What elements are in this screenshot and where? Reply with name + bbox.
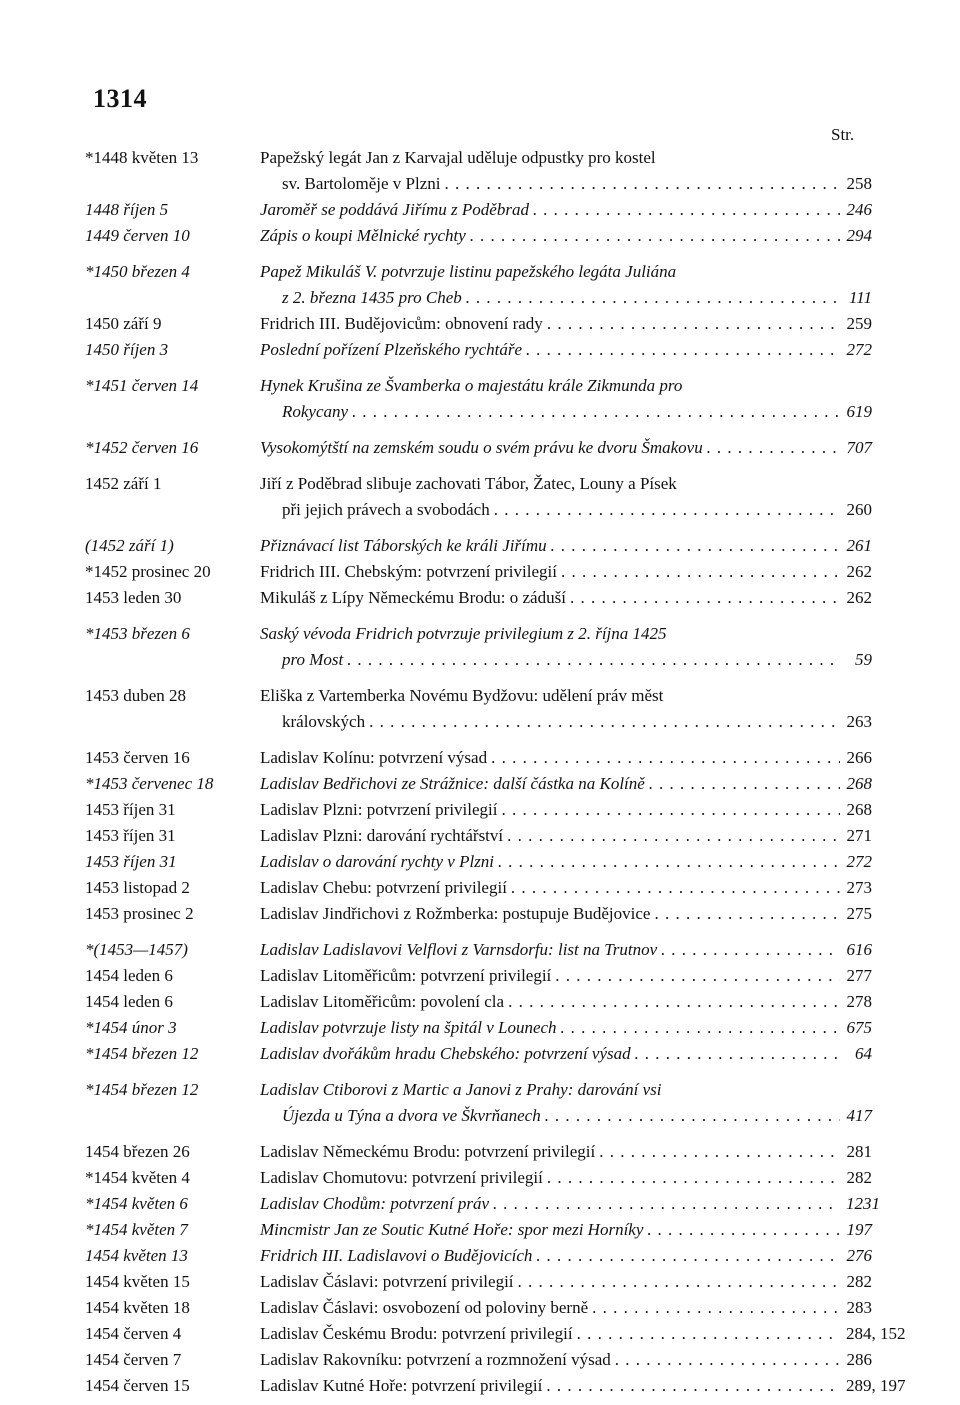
index-entry [85, 1373, 906, 1399]
entry-description: Ladislav Ladislavovi Velflovi z Varnsdorfu: list na Trutnov [260, 940, 658, 959]
leader-dots [503, 823, 840, 849]
entry-date: 1453 říjen 31 [85, 852, 177, 871]
entry-date: 1448 říjen 5 [85, 200, 169, 219]
entry-page: 281 [846, 1142, 872, 1161]
leader-dots [547, 533, 840, 559]
entry-description: Papežský legát Jan z Karvajal uděluje odpustky pro kostel [260, 148, 656, 167]
entry-description: Ladislav Kolínu: potvrzení výsad [260, 748, 488, 767]
index-entry [85, 901, 875, 927]
index-entries [85, 145, 906, 1399]
entry-page: 289, 197 [846, 1376, 906, 1395]
entry-date: (1452 září 1) [85, 536, 174, 555]
index-entry [85, 435, 875, 461]
entry-date: 1453 duben 28 [85, 686, 187, 705]
entry-date: 1454 leden 6 [85, 992, 173, 1011]
entry-date: 1453 červen 16 [85, 748, 190, 767]
entry-date: 1454 květen 15 [85, 1272, 190, 1291]
leader-dots [573, 1321, 840, 1347]
entry-page: 246 [846, 200, 872, 219]
leader-dots [657, 937, 840, 963]
entry-description: Poslední pořízení Plzeňského rychtáře [260, 340, 523, 359]
entry-page: 268 [846, 774, 872, 793]
index-entry [85, 849, 875, 875]
entry-description: Ladislav Čáslavi: potvrzení privilegií [260, 1272, 514, 1291]
index-entry [85, 1015, 875, 1041]
index-entry [85, 533, 875, 559]
entry-description: Ladislav Chodům: potvrzení práv [260, 1194, 490, 1213]
entry-date: *1448 květen 13 [85, 148, 199, 167]
entry-page: 707 [846, 438, 872, 457]
entry-page: 258 [846, 174, 872, 193]
entry-description: z 2. března 1435 pro Cheb [282, 288, 462, 307]
entry-description: Hynek Krušina ze Švamberka o majestátu krále Zikmunda pro [260, 376, 683, 395]
index-entry [85, 1165, 875, 1191]
entry-page: 675 [846, 1018, 872, 1037]
entry-description: Jiří z Poděbrad slibuje zachovati Tábor, Žatec, Louny a Písek [260, 474, 677, 493]
page-number: 1314 [93, 84, 147, 113]
index-entry [85, 1243, 875, 1269]
index-entry [85, 1295, 875, 1321]
entry-page: 282 [846, 1272, 872, 1291]
entry-date: *1454 květen 4 [85, 1168, 190, 1187]
index-entry [85, 989, 875, 1015]
entry-page: 1231 [846, 1194, 880, 1213]
index-entry [85, 875, 875, 901]
leader-dots [542, 1373, 840, 1399]
entry-page: 294 [846, 226, 872, 245]
leader-dots [529, 197, 840, 223]
entry-page: 284, 152 [846, 1324, 906, 1343]
entry-description: Ladislav Rakovníku: potvrzení a rozmnožení výsad [260, 1350, 611, 1369]
entry-date: *1450 březen 4 [85, 262, 190, 281]
leader-dots [504, 989, 840, 1015]
entry-description: Ladislav Litoměřicům: potvrzení privilegií [260, 966, 552, 985]
entry-date: 1454 červen 15 [85, 1376, 190, 1395]
leader-dots [588, 1295, 840, 1321]
entry-date: 1453 říjen 31 [85, 826, 176, 845]
entry-description: Jaroměř se poddává Jiřímu z Poděbrad [260, 200, 529, 219]
entry-description: Mikuláš z Lípy Německému Brodu: o záduší [260, 588, 566, 607]
leader-dots [497, 797, 840, 823]
leader-dots [631, 1041, 840, 1067]
index-entry [85, 1139, 875, 1165]
entry-date: 1450 říjen 3 [85, 340, 169, 359]
entry-date: 1454 květen 13 [85, 1246, 188, 1265]
index-entry [85, 745, 875, 771]
entry-date: *1453 březen 6 [85, 624, 190, 643]
entry-page: 268 [846, 800, 872, 819]
entry-date: *1454 březen 12 [85, 1044, 199, 1063]
leader-dots [487, 745, 840, 771]
leader-dots [645, 771, 840, 797]
index-entry [85, 963, 875, 989]
entry-date: 1453 leden 30 [85, 588, 182, 607]
entry-description: Eliška z Vartemberka Novému Bydžovu: udělení práv měst [260, 686, 664, 705]
leader-dots [557, 559, 840, 585]
leader-dots [494, 849, 840, 875]
entry-description: Ladislav Chomutovu: potvrzení privilegií [260, 1168, 543, 1187]
entry-description: Ladislav Plzni: darování rychtářství [260, 826, 504, 845]
entry-description: královských [282, 712, 366, 731]
entry-page: 59 [855, 650, 872, 669]
index-entry [85, 373, 875, 425]
index-entry [85, 621, 875, 673]
entry-date: *1451 červen 14 [85, 376, 199, 395]
entry-description: Ladislav Litoměřicům: povolení cla [260, 992, 505, 1011]
entry-page: 275 [846, 904, 872, 923]
leader-dots [557, 1015, 840, 1041]
entry-page: 273 [846, 878, 872, 897]
leader-dots [365, 709, 840, 735]
entry-date: *1452 červen 16 [85, 438, 199, 457]
entry-description: Ladislav o darování rychty v Plzni [260, 852, 495, 871]
entry-date: 1454 červen 7 [85, 1350, 182, 1369]
entry-description: Ladislav Německému Brodu: potvrzení privilegií [260, 1142, 596, 1161]
entry-description: Ladislav Čáslavi: osvobození od poloviny berně [260, 1298, 589, 1317]
index-entry [85, 1191, 880, 1217]
entry-description: Ladislav Českému Brodu: potvrzení privilegií [260, 1324, 573, 1343]
entry-page: 260 [846, 500, 872, 519]
index-entry [85, 937, 875, 963]
entry-description: Ladislav potvrzuje listy na špitál v Lounech [260, 1018, 557, 1037]
page-column-header: Str. [831, 125, 855, 144]
leader-dots [611, 1347, 840, 1373]
entry-page: 197 [846, 1220, 872, 1239]
entry-date: *(1453—1457) [85, 940, 188, 959]
leader-dots [466, 223, 840, 249]
index-entry [85, 683, 875, 735]
entry-page: 417 [846, 1106, 872, 1125]
entry-page: 282 [846, 1168, 872, 1187]
index-entry [85, 1077, 875, 1129]
entry-page: 261 [846, 536, 872, 555]
entry-page: 262 [846, 562, 872, 581]
index-entry [85, 771, 875, 797]
entry-description: Mincmistr Jan ze Soutic Kutné Hoře: spor mezi Horníky [260, 1220, 644, 1239]
leader-dots [650, 901, 840, 927]
entry-description: Ladislav Jindřichovi z Rožmberka: postupuje Budějovice [260, 904, 651, 923]
entry-description: pro Most [282, 650, 344, 669]
entry-page: 272 [846, 340, 872, 359]
entry-description: Újezda u Týna a dvora ve Škvrňanech [282, 1106, 541, 1125]
index-entry [85, 1269, 875, 1295]
entry-page: 271 [846, 826, 872, 845]
leader-dots [462, 285, 840, 311]
index-entry [85, 1347, 875, 1373]
index-entry [85, 823, 875, 849]
entry-date: 1450 září 9 [85, 314, 162, 333]
entry-description: Saský vévoda Fridrich potvrzuje privilegium z 2. října 1425 [260, 624, 667, 643]
entry-page: 278 [846, 992, 872, 1011]
entry-date: 1453 prosinec 2 [85, 904, 194, 923]
index-entry [85, 337, 875, 363]
entry-description: Zápis o koupi Mělnické rychty [260, 226, 466, 245]
entry-description: Vysokomýtští na zemském soudu o svém právu ke dvoru Šmakovu [260, 438, 703, 457]
entry-page: 262 [846, 588, 872, 607]
entry-date: *1452 prosinec 20 [85, 562, 211, 581]
leader-dots [343, 647, 840, 673]
index-entry [85, 471, 875, 523]
leader-dots [566, 585, 840, 611]
index-entry [85, 311, 875, 337]
leader-dots [532, 1243, 840, 1269]
entry-description: Papež Mikuláš V. potvrzuje listinu papežského legáta Juliána [260, 262, 677, 281]
leader-dots [551, 963, 840, 989]
leader-dots [507, 875, 840, 901]
entry-date: 1452 září 1 [85, 474, 162, 493]
entry-page: 259 [846, 314, 872, 333]
leader-dots [703, 435, 840, 461]
entry-date: 1449 červen 10 [85, 226, 190, 245]
leader-dots [489, 1191, 840, 1217]
leader-dots [490, 497, 840, 523]
leader-dots [348, 399, 840, 425]
entry-date: 1453 říjen 31 [85, 800, 176, 819]
entry-date: *1453 červenec 18 [85, 774, 214, 793]
entry-page: 277 [846, 966, 872, 985]
entry-date: 1454 červen 4 [85, 1324, 182, 1343]
entry-page: 616 [846, 940, 872, 959]
index-entry [85, 259, 875, 311]
leader-dots [543, 311, 840, 337]
entry-description: sv. Bartoloměje v Plzni [282, 174, 441, 193]
entry-description: Ladislav Kutné Hoře: potvrzení privilegií [260, 1376, 543, 1395]
entry-page: 111 [849, 288, 872, 307]
entry-page: 619 [846, 402, 872, 421]
entry-date: *1454 květen 6 [85, 1194, 188, 1213]
entry-description: Rokycany [282, 402, 349, 421]
entry-description: při jejich právech a svobodách [282, 500, 490, 519]
entry-date: *1454 březen 12 [85, 1080, 199, 1099]
leader-dots [643, 1217, 840, 1243]
leader-dots [595, 1139, 840, 1165]
index-entry [85, 585, 875, 611]
entry-page: 64 [855, 1044, 872, 1063]
entry-page: 276 [846, 1246, 872, 1265]
entry-description: Ladislav dvořákům hradu Chebského: potvrzení výsad [260, 1044, 631, 1063]
entry-description: Přiznávací list Táborských ke králi Jiřímu [260, 536, 547, 555]
entry-page: 286 [846, 1350, 872, 1369]
entry-description: Ladislav Chebu: potvrzení privilegií [260, 878, 507, 897]
entry-description: Fridrich III. Budějovicům: obnovení rady [260, 314, 543, 333]
entry-page: 266 [846, 748, 872, 767]
entry-description: Ladislav Plzni: potvrzení privilegií [260, 800, 498, 819]
index-entry [85, 797, 875, 823]
entry-page: 263 [846, 712, 872, 731]
index-entry [85, 197, 875, 223]
index-entry [85, 1217, 875, 1243]
index-entry [85, 223, 875, 249]
entry-description: Ladislav Bedřichovi ze Strážnice: další částka na Kolíně [260, 774, 645, 793]
leader-dots [514, 1269, 840, 1295]
entry-page: 272 [846, 852, 872, 871]
entry-date: *1454 květen 7 [85, 1220, 188, 1239]
entry-description: Fridrich III. Ladislavovi o Budějovicích [260, 1246, 533, 1265]
entry-date: 1454 květen 18 [85, 1298, 190, 1317]
entry-description: Fridrich III. Chebským: potvrzení privilegií [260, 562, 557, 581]
index-entry [85, 559, 875, 585]
index-entry [85, 1041, 875, 1067]
leader-dots [522, 337, 840, 363]
entry-date: 1454 březen 26 [85, 1142, 190, 1161]
entry-date: 1454 leden 6 [85, 966, 173, 985]
entry-date: 1453 listopad 2 [85, 878, 190, 897]
entry-page: 283 [846, 1298, 872, 1317]
index-entry [85, 145, 875, 197]
leader-dots [441, 171, 841, 197]
leader-dots [543, 1165, 840, 1191]
leader-dots [541, 1103, 840, 1129]
index-entry [85, 1321, 906, 1347]
entry-description: Ladislav Ctiborovi z Martic a Janovi z Prahy: darování vsi [260, 1080, 662, 1099]
entry-date: *1454 únor 3 [85, 1018, 177, 1037]
